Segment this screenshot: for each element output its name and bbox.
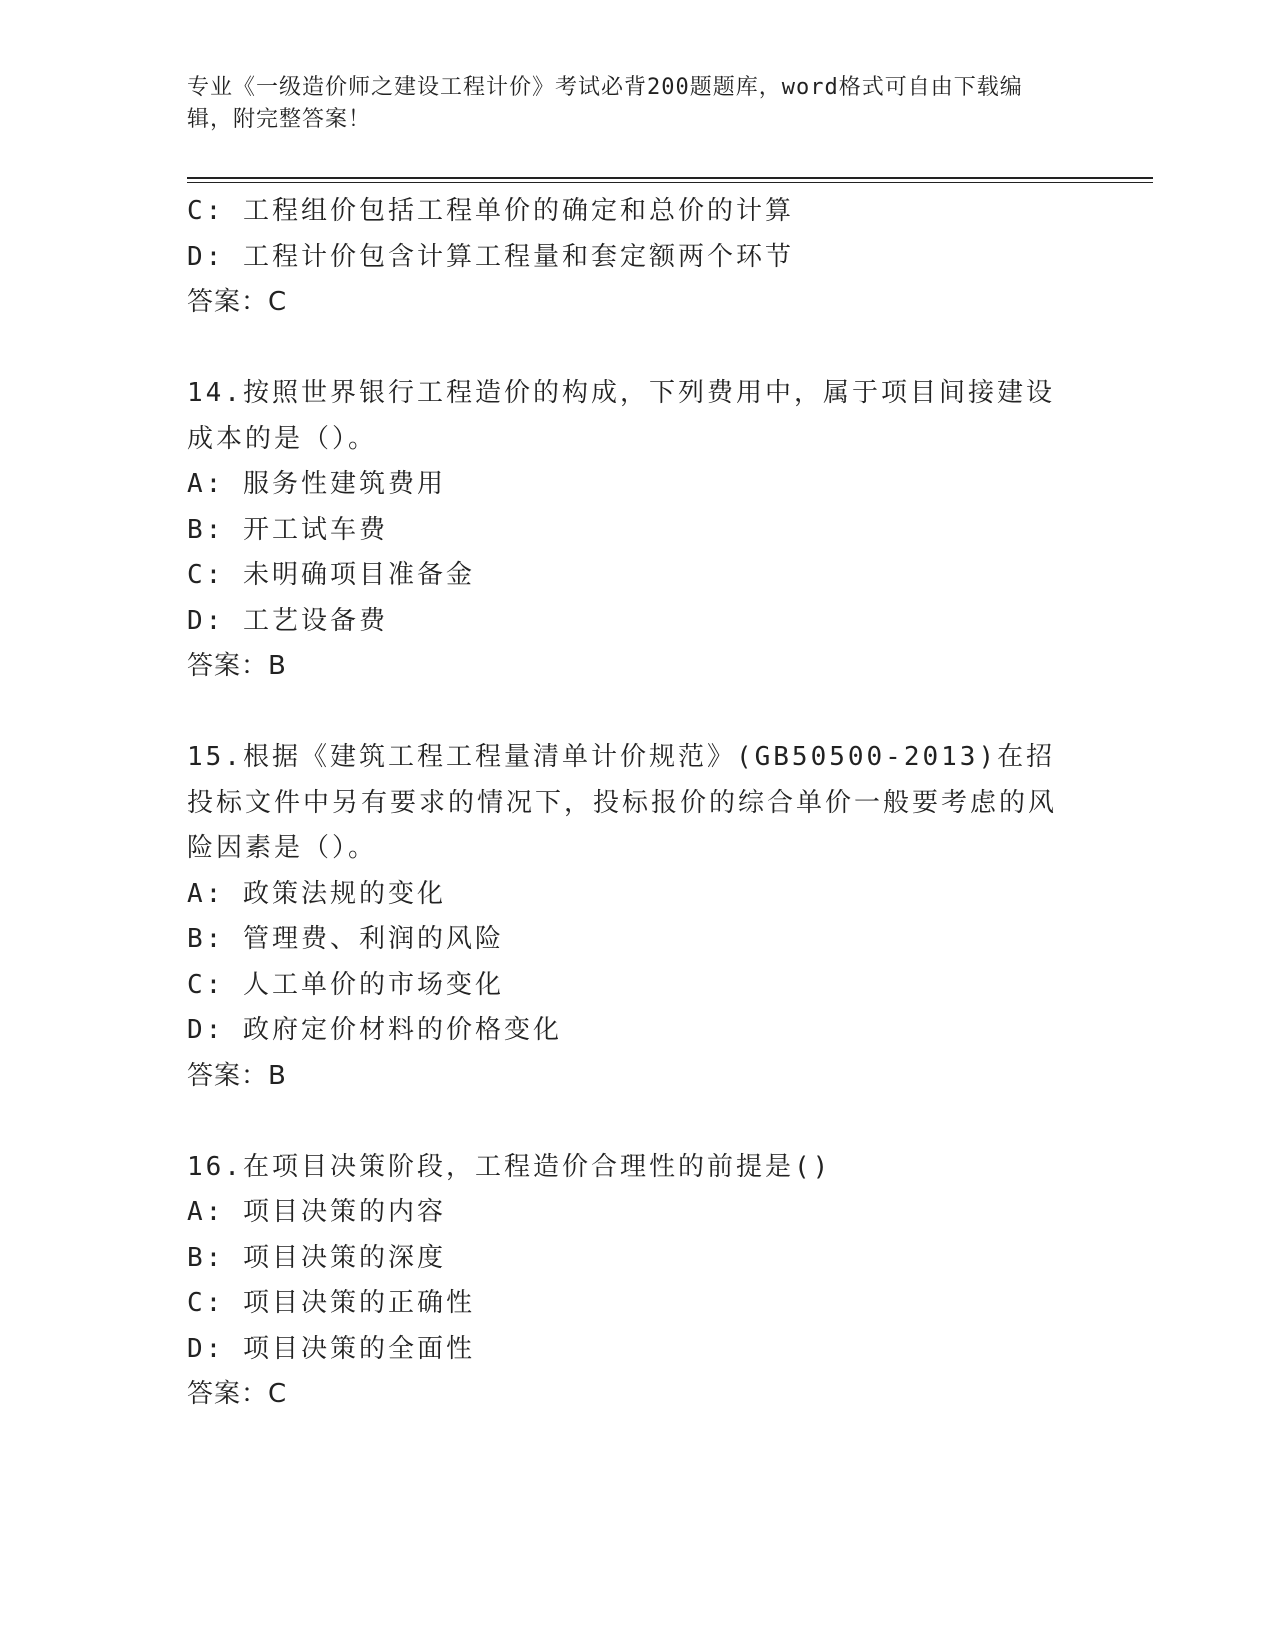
option-letter: C: — [187, 196, 225, 226]
option-d — [187, 599, 1087, 645]
document-header: 专业《一级造价师之建设工程计价》考试必背200题题库，word格式可自由下载编辑，附完整答案！ — [187, 75, 1023, 132]
option-letter: C: — [187, 969, 225, 1000]
option-letter: A: — [187, 878, 225, 909]
option-letter: A: — [187, 469, 225, 499]
option-letter: B: — [187, 1242, 225, 1273]
option-b — [187, 917, 1087, 963]
option-b — [187, 1236, 1087, 1282]
option-text: 政策法规的变化 — [242, 878, 446, 909]
option-text: 工程组价包括工程单价的确定和总价的计算 — [242, 196, 794, 226]
option-letter: D: — [187, 241, 225, 272]
option-text: 政府定价材料的价格变化 — [242, 1015, 562, 1045]
option-d — [187, 1008, 1087, 1054]
option-letter: C: — [187, 560, 225, 590]
question-14-text: 14.按照世界银行工程造价的构成，下列费用中，属于项目间接建设成本的是（）。 — [187, 378, 1055, 454]
option-text: 未明确项目准备金 — [242, 560, 475, 590]
spacer — [187, 326, 1087, 372]
option-letter: C: — [187, 1288, 225, 1318]
header-rule-thin — [187, 182, 1153, 183]
option-letter: B: — [187, 924, 225, 954]
option-d — [187, 1327, 1087, 1373]
option-text: 工艺设备费 — [242, 605, 388, 636]
option-c — [187, 553, 1087, 599]
option-text: 项目决策的内容 — [242, 1197, 446, 1227]
option-letter: A: — [187, 1197, 225, 1227]
option-a — [187, 872, 1087, 918]
option-a — [187, 1190, 1087, 1236]
spacer — [187, 1099, 1087, 1145]
option-text: 项目决策的正确性 — [242, 1288, 475, 1318]
option-text: 管理费、利润的风险 — [242, 924, 504, 954]
question-15-text: 15.根据《建筑工程工程量清单计价规范》(GB50500-2013)在招投标文件中另有要求的情况下，投标报价的综合单价一般要考虑的风险因素是（）。 — [187, 742, 1058, 863]
option-letter: D: — [187, 1015, 225, 1045]
option-c — [187, 189, 1087, 235]
answer-line: 答案：C — [187, 287, 288, 317]
option-b — [187, 508, 1087, 554]
question-16-text: 16.在项目决策阶段，工程造价合理性的前提是() — [187, 1151, 832, 1182]
spacer — [187, 690, 1087, 736]
option-letter: D: — [187, 1333, 225, 1364]
option-text: 工程计价包含计算工程量和套定额两个环节 — [242, 241, 794, 272]
option-text: 项目决策的全面性 — [242, 1333, 475, 1364]
answer-line: 答案：C — [187, 1379, 288, 1409]
answer-line: 答案：B — [187, 651, 287, 681]
option-c — [187, 963, 1087, 1009]
option-a — [187, 462, 1087, 508]
option-d — [187, 235, 1087, 281]
option-text: 人工单价的市场变化 — [242, 969, 504, 1000]
option-letter: B: — [187, 514, 225, 545]
question-content — [187, 189, 1087, 1418]
answer-line: 答案：B — [187, 1060, 287, 1091]
option-text: 项目决策的深度 — [242, 1242, 446, 1273]
option-letter: D: — [187, 605, 225, 636]
option-c — [187, 1281, 1087, 1327]
option-text: 服务性建筑费用 — [242, 469, 446, 499]
header-rule-thick — [187, 177, 1153, 179]
option-text: 开工试车费 — [242, 514, 388, 545]
